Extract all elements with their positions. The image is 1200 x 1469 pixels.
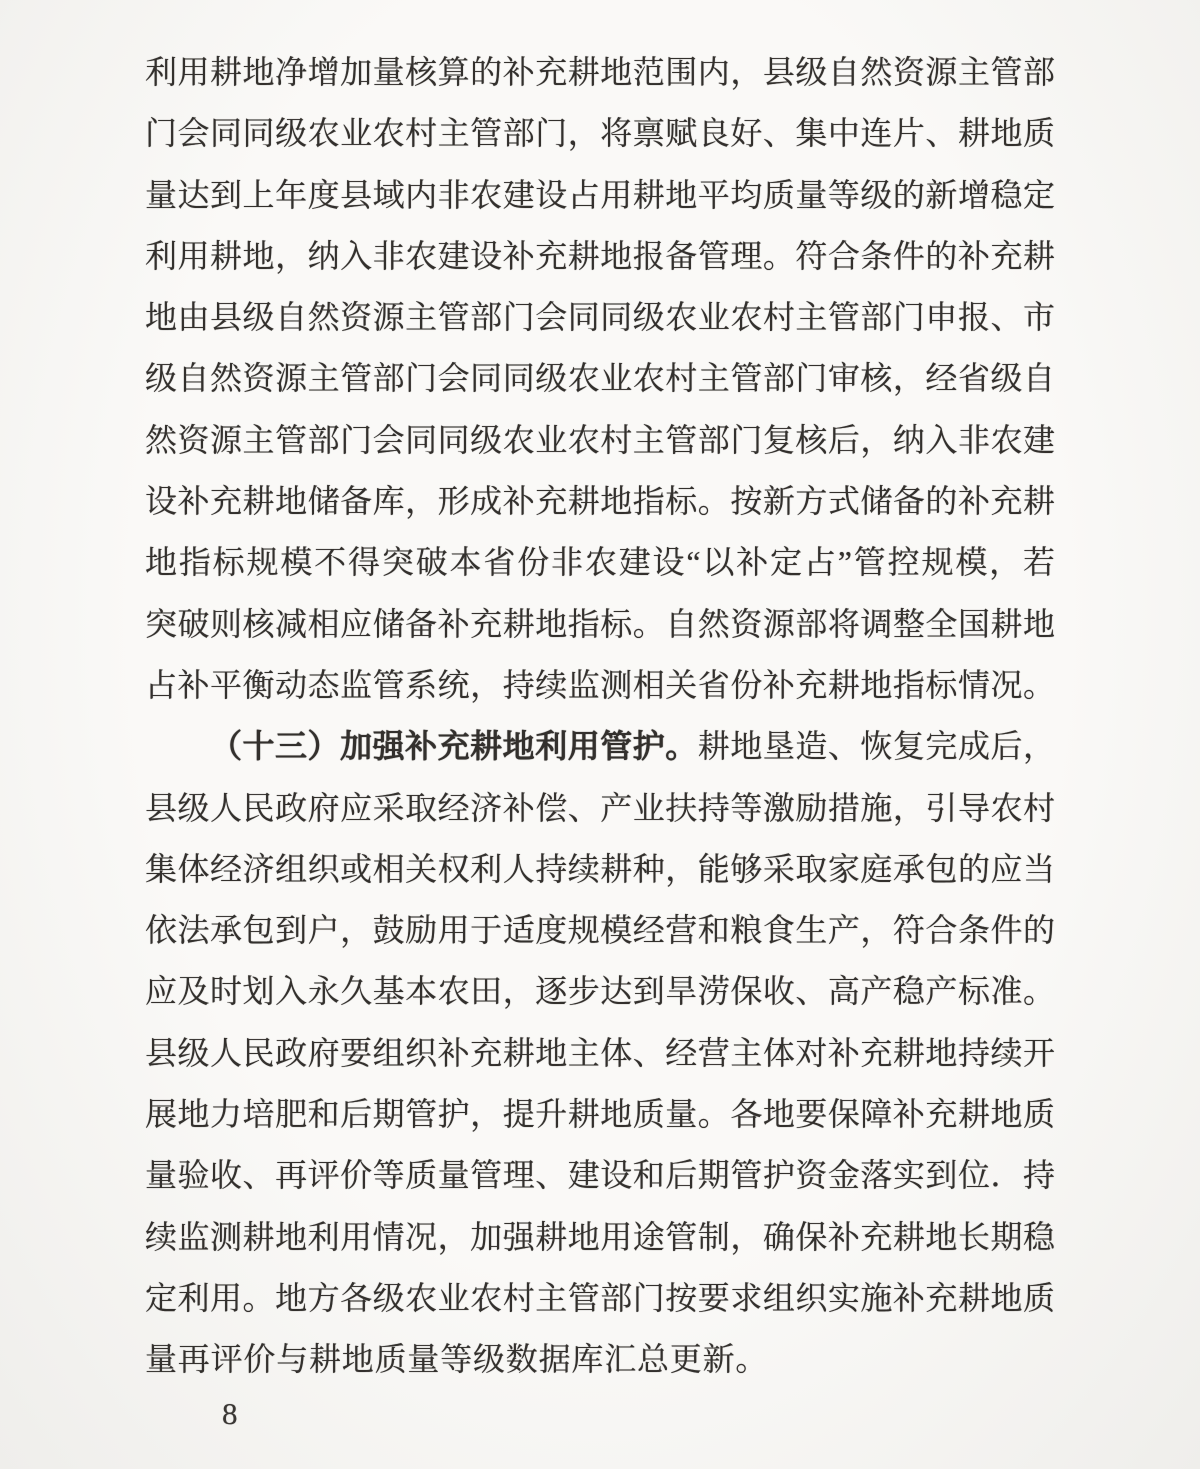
text-segment: 然资源主管部门会同同级农业农村主管部门复核后，纳入非农建	[145, 421, 1055, 458]
text-line	[145, 348, 1055, 409]
text-line	[145, 778, 1055, 839]
text-segment: 利用耕地净增加量核算的补充耕地范围内，县级自然资源主管部	[145, 54, 1055, 90]
text-segment: 量达到上年度县域内非农建设占用耕地平均质量等级的新增稳定	[145, 176, 1055, 213]
text-segment: 占补平衡动态监管系统，持续监测相关省份补充耕地指标情况。	[145, 666, 1055, 703]
document-text	[145, 42, 1055, 1391]
text-segment: 门会同同级农业农村主管部门，将禀赋良好、集中连片、耕地质	[145, 115, 1055, 152]
text-segment: 利用耕地，纳入非农建设补充耕地报备管理。符合条件的补充耕	[145, 237, 1055, 274]
text-segment: 级自然资源主管部门会同同级农业农村主管部门审核，经省级自	[145, 360, 1055, 397]
text-line	[145, 655, 1055, 716]
text-segment: 设补充耕地储备库，形成补充耕地指标。按新方式储备的补充耕	[145, 483, 1055, 520]
text-segment: 集体经济组织或相关权利人持续耕种，能够采取家庭承包的应当	[145, 850, 1055, 887]
text-line	[145, 839, 1055, 900]
text-segment: 县级人民政府要组织补充耕地主体、经营主体对补充耕地持续开	[145, 1034, 1055, 1071]
text-line	[145, 103, 1055, 164]
text-line	[145, 410, 1055, 471]
text-line	[145, 1084, 1055, 1145]
text-segment: 续监测耕地利用情况，加强耕地用途管制，确保补充耕地长期稳	[145, 1218, 1055, 1255]
text-line	[145, 1207, 1055, 1268]
text-segment: 地指标规模不得突破本省份非农建设“以补定占”管控规模，若	[145, 544, 1055, 581]
text-segment: 县级人民政府应采取经济补偿、产业扶持等激励措施，引导农村	[145, 789, 1055, 826]
text-line	[145, 226, 1055, 287]
page-number: 8	[222, 1396, 238, 1431]
text-segment: 耕地垦造、恢复完成后，	[697, 728, 1055, 765]
text-segment: 量再评价与耕地质量等级数据库汇总更新。	[145, 1341, 769, 1378]
section-heading: （十三）加强补充耕地利用管护。	[210, 728, 698, 765]
text-line	[145, 42, 1055, 103]
text-line	[145, 1329, 1055, 1390]
text-segment: 展地力培肥和后期管护，提升耕地质量。各地要保障补充耕地质	[145, 1096, 1055, 1133]
text-line	[145, 900, 1055, 961]
text-line	[145, 471, 1055, 532]
text-line	[145, 1145, 1055, 1206]
text-segment: 地由县级自然资源主管部门会同同级农业农村主管部门申报、市	[145, 299, 1055, 336]
text-line	[145, 1268, 1055, 1329]
text-line	[145, 1023, 1055, 1084]
text-line	[145, 961, 1055, 1022]
text-segment: 应及时划入永久基本农田，逐步达到旱涝保收、高产稳产标准。	[145, 973, 1055, 1010]
text-line	[145, 165, 1055, 226]
text-segment: 突破则核减相应储备补充耕地指标。自然资源部将调整全国耕地	[145, 605, 1055, 642]
text-line	[145, 594, 1055, 655]
text-line	[145, 287, 1055, 348]
text-line	[145, 532, 1055, 593]
text-line	[145, 716, 1055, 777]
text-segment: 量验收、再评价等质量管理、建设和后期管护资金落实到位．持	[145, 1157, 1055, 1194]
text-segment: 依法承包到户，鼓励用于适度规模经营和粮食生产，符合条件的	[145, 912, 1055, 949]
text-segment: 定利用。地方各级农业农村主管部门按要求组织实施补充耕地质	[145, 1279, 1055, 1316]
